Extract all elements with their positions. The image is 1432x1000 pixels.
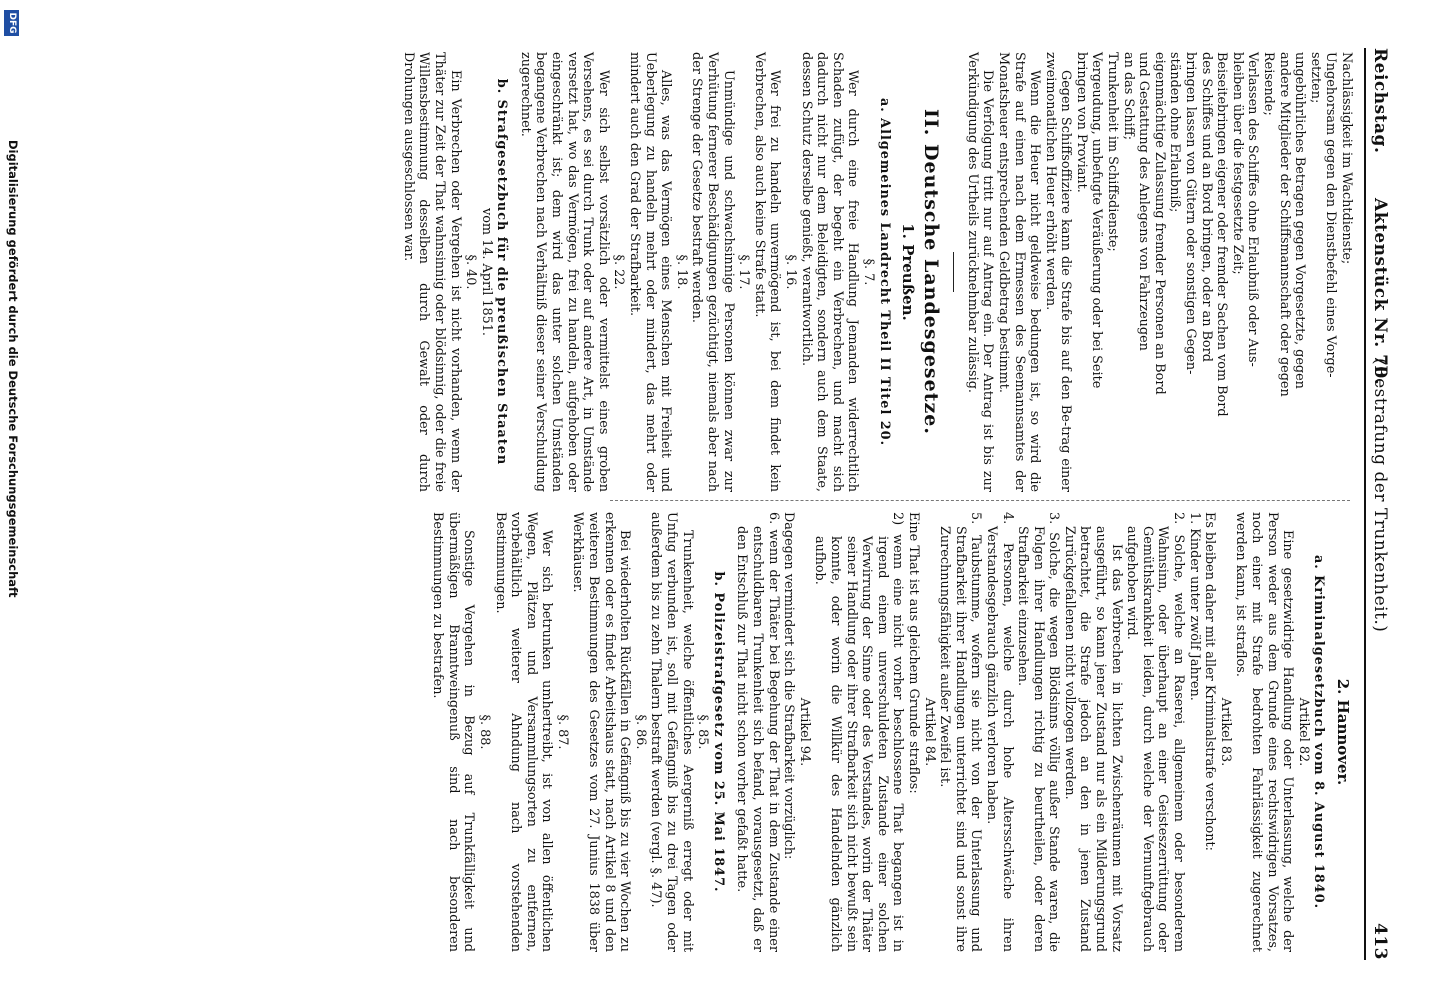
- header-left: Reichstag.: [1370, 48, 1390, 154]
- list-line: Verlassen des Schiffes ohne Erlaubniß oder Aus-: [1245, 52, 1261, 367]
- list-line: ungebührliches Betragen gegen Vorgesetzte, gegen: [1292, 52, 1308, 389]
- paragraph-number: §. 22.: [611, 254, 627, 290]
- paragraph: Alles, was das Vermögen eines Menschen mit Freiheit und Ueberlegung zu handeln mehrt oder mindert, das mehrt oder mindert auch den Grad der Strafbarkeit.: [627, 52, 674, 492]
- paragraph: Wer frei zu handeln unvermögend ist, bei dem findet kein Verbrechen, also auch keine Strafe statt.: [751, 52, 783, 492]
- law-title: b. Polizeistrafgesetz vom 25. Mai 1847.: [710, 571, 726, 893]
- paragraph: Wer sich selbst vorsätzlich oder vermittelst eines groben Versehens, es sei durch Trunk oder auf andere Art, in Umstände versetzt hat, wo das Vermögen, frei zu handeln, aufgehoben oder eingeschränkt ist; dem wird das unter solchen Umständen begangene Verbrechen nach Verhältniß dieser seiner Verschuldung zugerechnet.: [517, 52, 611, 492]
- list-item: 1. Kinder unter zwölf Jahren.: [1186, 512, 1202, 701]
- list-line: setzten;: [1307, 52, 1323, 104]
- list-line: Vergeudung, unbefugte Veräußerung oder bei Seite: [1089, 52, 1105, 389]
- paragraph-number: §. 87.: [554, 714, 570, 750]
- paragraph-number: §. 86.: [632, 714, 648, 750]
- list-line: und Gestattung des Anlegens von Fahrzeugen: [1136, 52, 1152, 351]
- right-column: [430, 512, 1354, 952]
- paragraph-number: §. 17.: [736, 254, 752, 290]
- paragraph: Wer sich betrunken umhertreibt, ist von allen öffentlichen Wegen, Plätzen und Versammlungsorten zu entfernen, vorbehältlich weiterer Ahndung nach vorstehenden Bestimmungen.: [492, 512, 555, 952]
- separator: [953, 252, 954, 292]
- list-line: Nachlässigkeit im Wachtdienste;: [1339, 52, 1354, 265]
- paragraph: Wenn die Heuer nicht geldweise bedungen ist, so wird die Strafe auf einen nach dem Ermessen des Seemannsamtes der Monatsheuer entsprechenden Geldbetrag bestimmt.: [995, 52, 1043, 492]
- law-title: a. Kriminalgesetzbuch vom 8. August 1840.: [1311, 554, 1327, 910]
- header-rule: [1364, 48, 1366, 960]
- paragraph: Gegen Schiffsoffiziere kann die Strafe bis auf den Be-trag einer zweimonatlichen Heuer erhöht werden.: [1042, 52, 1074, 492]
- digitization-footer: [0, 0, 22, 1000]
- list-item: 3. Solche, die wegen Blödsinns völlig außer Stande waren, die Folgen ihrer Handlungen richtig zu beurtheilen, oder deren Strafbarkeit einzusehen.: [1015, 512, 1062, 952]
- paragraph: Dagegen vermindert sich die Strafbarkeit vorzüglich:: [781, 512, 797, 860]
- paragraph: Ein Verbrechen oder Vergehen ist nicht vorhanden, wenn der Thäter zur Zeit der That wahnsinnig oder blödsinnig, oder die freie Willensbestimmung desselben durch Gewalt oder durch Drohungen ausgeschlossen war.: [400, 52, 463, 492]
- subsection-title: 1. Preußen.: [899, 223, 918, 321]
- paragraph-number: §. 7.: [860, 258, 876, 286]
- paragraph: Eine That ist aus gleichem Grunde straflos:: [905, 512, 921, 794]
- list-line: bringen von Proviant.: [1073, 52, 1089, 193]
- digitization-note: Digitalisierung gefördert durch die Deutsche Forschungsgemeinschaft: [6, 140, 20, 598]
- list-item: 2. Solche, welche an Raserei, allgemeinem oder besonderem Wahnsinn, oder überhaupt an einer Geisteszerrüttung oder Gemüthskrankheit leiden, durch welche der Vernunftgebrauch aufgehoben wird.: [1124, 512, 1187, 952]
- law-date: vom 14. April 1851.: [478, 208, 494, 336]
- paragraph: Wer durch eine freie Handlung Jemanden widerrechtlich Schaden zufügt, der begeht ein Verbrechen, und macht sich dadurch nicht nur dem Beleidigten, sondern auch dem Staate, dessen Schutz derselbe genießt, verantwortlich.: [798, 52, 861, 492]
- list-item: Ist das Verbrechen in lichten Zwischenräumen mit Vorsatz ausgeführt, so kann jener Zustand nur als ein Milderungsgrund betrachtet, die Strafe jedoch an den in jenen Zustand Zurückgefallenen nicht vollzogen werden.: [1061, 526, 1124, 952]
- list-line: bleiben über die festgesetzte Zeit;: [1229, 52, 1245, 275]
- list-line: an das Schiff;: [1120, 52, 1136, 141]
- list-item: 4. Personen, welche durch hohe Altersschwäche ihren Verstandesgebrauch gänzlich verloren haben.: [983, 512, 1015, 952]
- article-number: Artikel 82.: [1295, 697, 1311, 767]
- page-number: 413: [1370, 923, 1390, 960]
- list-item: 5. Taubstumme, wofern sie nicht von der Unterlassung und Strafbarkeit ihrer Handlungen unterrichtet sind und sonst ihre Zurechnungsfähigkeit außer Zweifel ist.: [937, 512, 984, 952]
- subsection-title: 2. Hannover.: [1334, 678, 1352, 786]
- paragraph: Die Verfolgung tritt nur auf Antrag ein. Der Antrag ist bis zur Verkündigung des Urtheils zurücknehmbar zulässig.: [964, 52, 996, 492]
- left-column: [400, 52, 1354, 492]
- paragraph-number: §. 16.: [783, 254, 798, 290]
- paragraph: Eine gesetzwidrige Handlung oder Unterlassung, welche der Person weder aus dem Grunde eines rechtswidrigen Vorsatzes, noch einer mit Strafe bedrohten Fahrlässigkeit zugerechnet werden kann, ist straflos.: [1233, 512, 1296, 952]
- list-line: andere Mitglieder der Schiffsmannschaft oder gegen: [1276, 52, 1292, 397]
- law-title: a. Allgemeines Landrecht Theil II Titel 20.: [876, 97, 892, 447]
- list-line: des Schiffes und an Bord bringen, oder an Bord: [1198, 52, 1214, 362]
- list-item: 6. wenn der Thäter bei Begehung der That in dem Zustande einer entschuldbaren Trunkenheit sich befand, vorausgesetzt, daß er den Entschluß zur That nicht schon vorher gefaßt hatte.: [734, 512, 781, 952]
- article-number: Artikel 83.: [1217, 697, 1233, 767]
- law-title: b. Strafgesetzbuch für die preußischen Staaten: [494, 78, 510, 466]
- paragraph: Bei wiederholten Rückfällen in Gefängniß bis zu vier Wochen zu erkennen oder es findet Arbeitshaus statt, nach Artikel 8 und den weiteren Bestimmungen des Gesetzes vom 27. Junius 1838 über Werkhäuser.: [570, 512, 633, 952]
- paragraph: Sonstige Vergehen in Bezug auf Trunkfälligkeit und übermäßigen Branntweingenuß sind nach besonderen Bestimmungen zu bestrafen.: [430, 512, 477, 952]
- paragraph-number: §. 85.: [695, 714, 711, 750]
- list-line: Trunkenheit im Schiffsdienste;: [1105, 52, 1121, 252]
- paragraph-number: §. 40.: [463, 254, 479, 290]
- section-title: II. Deutsche Landesgesetze.: [920, 109, 943, 435]
- paragraph-number: §. 18.: [673, 254, 689, 290]
- article-number: Artikel 84.: [921, 697, 937, 767]
- list-item: 2) wenn eine nicht vorher beschlossene That begangen ist in irgend einem unverschuldeten Zustande einer solchen Verwirrung der Sinne oder des Verstandes, worin der Thäter seiner Handlung oder ihrer Strafbarkeit sich nicht bewußt sein konnte, oder worin die Willkür des Handelnden gänzlich aufhob.: [812, 512, 906, 952]
- header-center: Aktenstück Nr. 70.: [1370, 198, 1390, 386]
- paragraph-number: §. 88.: [476, 714, 492, 750]
- list-line: bringen lassen von Gütern oder sonstigen Gegen-: [1183, 52, 1199, 375]
- list-line: eigenmächtige Zulassung fremder Personen an Bord: [1151, 52, 1167, 395]
- page-header: [1364, 48, 1390, 960]
- dfg-logo: DFG: [4, 10, 19, 36]
- list-line: Beiseitebringen eigener oder fremder Sachen vom Bord: [1214, 52, 1230, 417]
- paragraph: Unmündige und schwachsinnige Personen können zwar zur Verhütung fernerer Beschädigungen gezüchtigt, niemals aber nach der Strenge der Gesetze bestraft werden.: [689, 52, 736, 492]
- list-line: ständen ohne Erlaubniß;: [1167, 52, 1183, 213]
- article-number: Artikel 94.: [796, 697, 812, 767]
- header-right: (Bestrafung der Trunkenheit.): [1370, 358, 1390, 633]
- paragraph: Es bleiben daher mit aller Kriminalstrafe verschont:: [1202, 512, 1218, 851]
- column-divider: [610, 500, 1350, 501]
- list-line: Ungehorsam gegen den Dienstbefehl eines Vorge-: [1323, 52, 1339, 378]
- list-line: Reisende;: [1261, 52, 1277, 116]
- paragraph: Trunkenheit, welche öffentliches Aergerniß erregt oder mit Unfug verbunden ist, soll mit Gefängniß bis zu drei Tagen oder außerdem bis zu zehn Thalern bestraft werden (vergl. §. 47).: [648, 512, 695, 952]
